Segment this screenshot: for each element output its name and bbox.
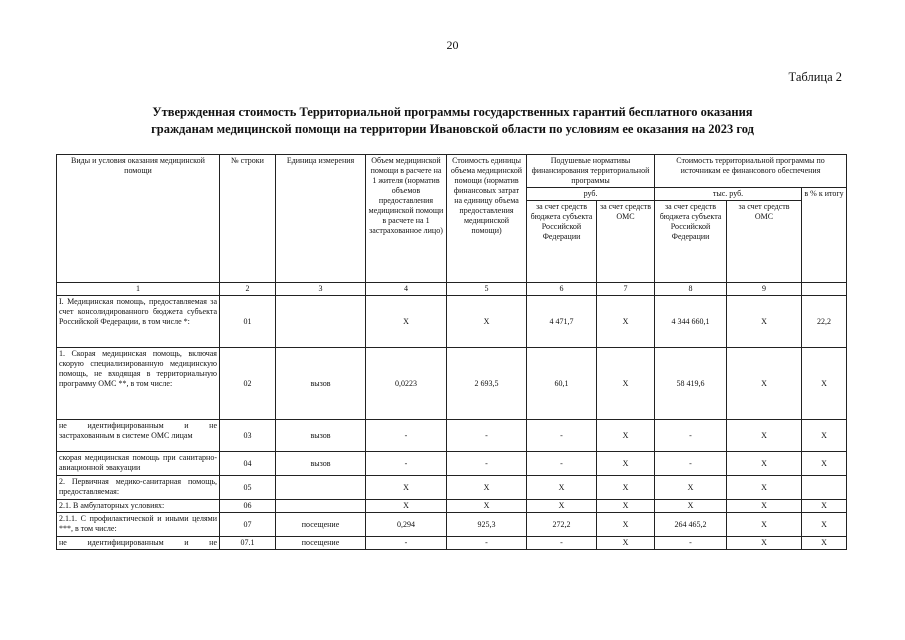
- header-percent-total: в % к итогу: [802, 188, 847, 283]
- row-total-oms: X: [727, 452, 802, 476]
- row-per-capita-budget: 60,1: [527, 348, 597, 420]
- row-per-capita-oms: X: [597, 452, 655, 476]
- header-per-capita-budget: за счет средств бюджета субъекта Российской Федерации: [527, 201, 597, 283]
- row-percent: 22,2: [802, 296, 847, 348]
- row-cost: -: [447, 420, 527, 452]
- row-per-capita-budget: X: [527, 476, 597, 500]
- header-total-budget: за счет средств бюджета субъекта Российской Федерации: [655, 201, 727, 283]
- row-name: не идентифицированным и не застрахованным в системе ОМС лицам: [57, 420, 220, 452]
- row-name: 2.1.1. С профилактической и иными целями ***, в том числе:: [57, 513, 220, 537]
- row-total-budget: 58 419,6: [655, 348, 727, 420]
- column-number: 4: [366, 283, 447, 296]
- row-total-oms: X: [727, 296, 802, 348]
- row-total-budget: -: [655, 537, 727, 550]
- table-row: [57, 296, 847, 348]
- column-number: 6: [527, 283, 597, 296]
- header-unit-thousand-rub: тыс. руб.: [655, 188, 802, 201]
- column-number: 8: [655, 283, 727, 296]
- row-total-oms: X: [727, 513, 802, 537]
- row-total-oms: X: [727, 420, 802, 452]
- row-per-capita-oms: X: [597, 476, 655, 500]
- header-unit: Единица измерения: [276, 155, 366, 283]
- table-row: [57, 537, 847, 550]
- row-line: 04: [220, 452, 276, 476]
- column-number: 2: [220, 283, 276, 296]
- row-line: 07.1: [220, 537, 276, 550]
- row-per-capita-budget: X: [527, 500, 597, 513]
- column-number: 9: [727, 283, 802, 296]
- row-name: не идентифицированным и не: [57, 537, 220, 550]
- row-unit: [276, 296, 366, 348]
- row-percent: X: [802, 500, 847, 513]
- row-percent: X: [802, 537, 847, 550]
- row-volume: X: [366, 500, 447, 513]
- row-percent: X: [802, 420, 847, 452]
- row-cost: -: [447, 537, 527, 550]
- row-total-budget: -: [655, 420, 727, 452]
- row-per-capita-oms: X: [597, 500, 655, 513]
- column-number: 5: [447, 283, 527, 296]
- row-volume: 0,294: [366, 513, 447, 537]
- row-per-capita-budget: -: [527, 452, 597, 476]
- row-unit: вызов: [276, 420, 366, 452]
- row-volume: -: [366, 537, 447, 550]
- row-per-capita-budget: -: [527, 537, 597, 550]
- table-label: Таблица 2: [788, 70, 842, 84]
- row-cost: -: [447, 452, 527, 476]
- row-name: I. Медицинская помощь, предоставляемая за счет консолидированного бюджета субъекта Российской Федерации, в том числе *:: [57, 296, 220, 348]
- row-volume: -: [366, 452, 447, 476]
- row-line: 06: [220, 500, 276, 513]
- row-per-capita-budget: 4 471,7: [527, 296, 597, 348]
- row-name: 1. Скорая медицинская помощь, включая скорую специализированную медицинскую помощь, не входящая в территориальную программу ОМС **, в том числе:: [57, 348, 220, 420]
- row-per-capita-budget: -: [527, 420, 597, 452]
- table-row: [57, 500, 847, 513]
- row-volume: X: [366, 296, 447, 348]
- row-total-budget: 4 344 660,1: [655, 296, 727, 348]
- column-number: 7: [597, 283, 655, 296]
- header-row-1: [57, 155, 847, 188]
- row-line: 07: [220, 513, 276, 537]
- row-line: 03: [220, 420, 276, 452]
- row-per-capita-oms: X: [597, 513, 655, 537]
- row-unit: посещение: [276, 513, 366, 537]
- row-unit: [276, 500, 366, 513]
- row-cost: 925,3: [447, 513, 527, 537]
- header-per-capita-oms: за счет средств ОМС: [597, 201, 655, 283]
- row-unit: вызов: [276, 348, 366, 420]
- row-total-oms: X: [727, 348, 802, 420]
- row-line: 02: [220, 348, 276, 420]
- header-total-oms: за счет средств ОМС: [727, 201, 802, 283]
- row-total-budget: X: [655, 476, 727, 500]
- document-title: [60, 104, 845, 138]
- row-percent: X: [802, 348, 847, 420]
- row-volume: X: [366, 476, 447, 500]
- row-volume: 0,0223: [366, 348, 447, 420]
- row-per-capita-oms: X: [597, 420, 655, 452]
- row-name: скорая медицинская помощь при санитарно-авиационной эвакуации: [57, 452, 220, 476]
- row-percent: X: [802, 513, 847, 537]
- row-per-capita-oms: X: [597, 537, 655, 550]
- row-unit: вызов: [276, 452, 366, 476]
- column-number: 1: [57, 283, 220, 296]
- title-line-2: гражданам медицинской помощи на территории Ивановской области по условиям ее оказания на 2023 год: [151, 122, 754, 136]
- row-volume: -: [366, 420, 447, 452]
- row-per-capita-budget: 272,2: [527, 513, 597, 537]
- row-cost: X: [447, 500, 527, 513]
- row-unit: посещение: [276, 537, 366, 550]
- column-number: 3: [276, 283, 366, 296]
- row-line: 01: [220, 296, 276, 348]
- table-row: [57, 452, 847, 476]
- table-row: [57, 513, 847, 537]
- row-cost: 2 693,5: [447, 348, 527, 420]
- header-unit-cost: Стоимость единицы объема медицинской помощи (норматив финансовых затрат на единицу объема предоставления медицинской помощи): [447, 155, 527, 283]
- row-total-budget: X: [655, 500, 727, 513]
- row-line: 05: [220, 476, 276, 500]
- header-per-capita-norms: Подушевые нормативы финансирования территориальной программы: [527, 155, 655, 188]
- row-per-capita-oms: X: [597, 296, 655, 348]
- header-program-cost: Стоимость территориальной программы по источникам ее финансового обеспечения: [655, 155, 847, 188]
- cost-table: [56, 154, 847, 550]
- row-total-budget: 264 465,2: [655, 513, 727, 537]
- column-number: [802, 283, 847, 296]
- table-row: [57, 476, 847, 500]
- page-number: 20: [446, 38, 459, 52]
- row-percent: X: [802, 452, 847, 476]
- header-unit-rub: руб.: [527, 188, 655, 201]
- header-line-number: № строки: [220, 155, 276, 283]
- table-row: [57, 348, 847, 420]
- row-total-oms: X: [727, 476, 802, 500]
- row-total-budget: -: [655, 452, 727, 476]
- row-name: 2. Первичная медико-санитарная помощь, предоставляемая:: [57, 476, 220, 500]
- row-total-oms: X: [727, 537, 802, 550]
- row-cost: X: [447, 296, 527, 348]
- table-row: [57, 420, 847, 452]
- row-total-oms: X: [727, 500, 802, 513]
- row-unit: [276, 476, 366, 500]
- row-percent: [802, 476, 847, 500]
- title-line-1: Утвержденная стоимость Территориальной программы государственных гарантий бесплатного оказания: [152, 105, 753, 119]
- row-name: 2.1. В амбулаторных условиях:: [57, 500, 220, 513]
- row-cost: X: [447, 476, 527, 500]
- column-number-row: [57, 283, 847, 296]
- header-volume: Объем медицинской помощи в расчете на 1 жителя (норматив объемов предоставления медицинской помощи в расчете на 1 застрахованное лицо): [366, 155, 447, 283]
- header-kinds-of-care: Виды и условия оказания медицинской помощи: [57, 155, 220, 283]
- row-per-capita-oms: X: [597, 348, 655, 420]
